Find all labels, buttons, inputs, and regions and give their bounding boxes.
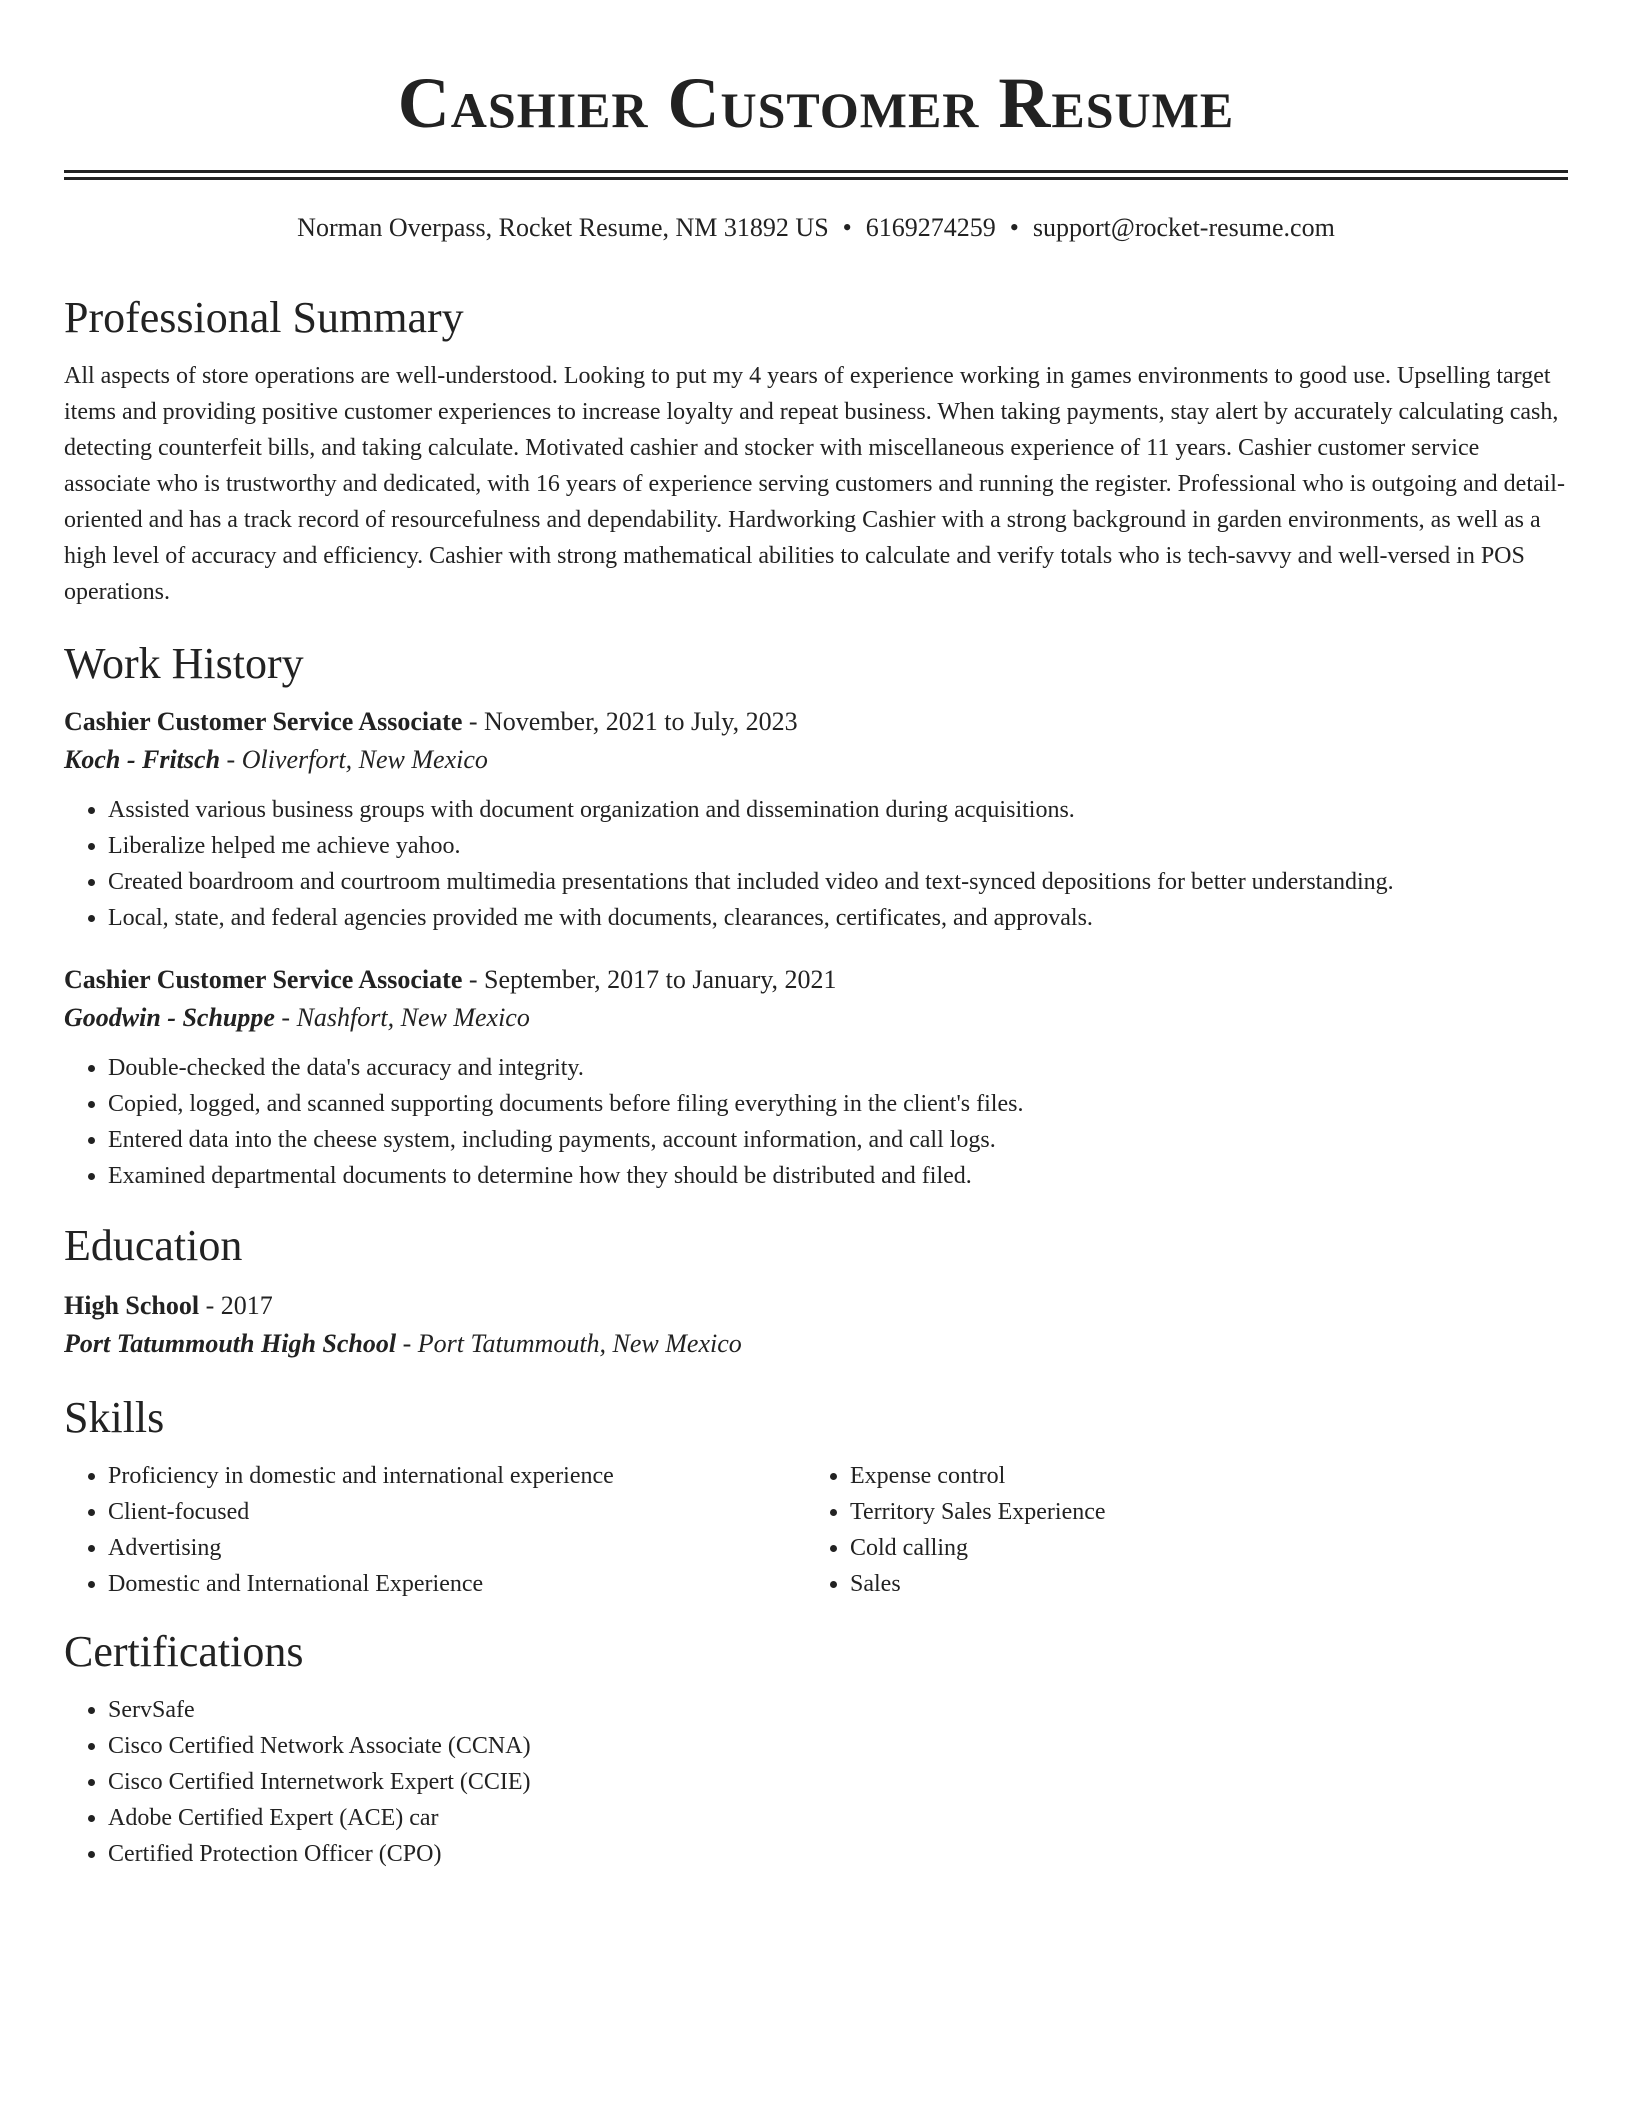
list-item: • ServSafe xyxy=(108,1692,1568,1728)
job-location: - Nashfort, New Mexico xyxy=(274,1003,530,1032)
list-item: • Advertising xyxy=(108,1530,806,1566)
work-history-section xyxy=(64,636,1568,1194)
job-company-line xyxy=(64,742,1568,778)
list-item: • Territory Sales Experience xyxy=(850,1494,1568,1530)
skills-heading: Skills xyxy=(64,1393,165,1442)
list-item: • Cold calling xyxy=(850,1530,1568,1566)
list-item: • Cisco Certified Network Associate (CCNA) xyxy=(108,1728,1568,1764)
education-degree: High School xyxy=(64,1291,200,1320)
job-dates: - November, 2021 to July, 2023 xyxy=(462,707,798,736)
list-item: • Examined departmental documents to determine how they should be distributed and filed. xyxy=(108,1158,1568,1194)
job-title: Cashier Customer Service Associate xyxy=(64,965,463,994)
list-item: • Client-focused xyxy=(108,1494,806,1530)
job-entry xyxy=(64,704,1568,936)
job-title: Cashier Customer Service Associate xyxy=(64,707,463,736)
list-item: • Certified Protection Officer (CPO) xyxy=(108,1836,1568,1872)
contact-email: support@rocket-resume.com xyxy=(1032,213,1335,242)
education-heading: Education xyxy=(64,1221,243,1270)
list-item: • Proficiency in domestic and international experience xyxy=(108,1458,806,1494)
education-section xyxy=(64,1218,1568,1362)
contact-address: Norman Overpass, Rocket Resume, NM 31892 US xyxy=(297,213,829,242)
list-item: • Entered data into the cheese system, including payments, account information, and call logs. xyxy=(108,1122,1568,1158)
skills-list-left xyxy=(64,1458,806,1602)
education-year: - 2017 xyxy=(199,1291,273,1320)
work-history-heading: Work History xyxy=(64,639,304,688)
job-dates: - September, 2017 to January, 2021 xyxy=(462,965,837,994)
job-entry xyxy=(64,962,1568,1194)
education-entry xyxy=(64,1288,1568,1362)
list-item: • Local, state, and federal agencies provided me with documents, clearances, certificates, and approvals. xyxy=(108,900,1568,936)
job-bullets xyxy=(64,1050,1568,1194)
education-degree-line xyxy=(64,1288,1568,1324)
job-location: - Oliverfort, New Mexico xyxy=(220,745,488,774)
certifications-heading: Certifications xyxy=(64,1627,304,1676)
list-item: • Sales xyxy=(850,1566,1568,1602)
list-item: • Expense control xyxy=(850,1458,1568,1494)
job-company: Koch - Fritsch xyxy=(64,745,221,774)
job-title-line xyxy=(64,962,1568,998)
contact-line xyxy=(64,210,1568,246)
certifications-section xyxy=(64,1624,1568,1872)
skills-section xyxy=(64,1390,1568,1602)
list-item: • Cisco Certified Internetwork Expert (CCIE) xyxy=(108,1764,1568,1800)
resume-title: Cashier Customer Resume xyxy=(397,63,1235,143)
summary-section xyxy=(64,290,1568,610)
list-item: • Domestic and International Experience xyxy=(108,1566,806,1602)
list-item: • Liberalize helped me achieve yahoo. xyxy=(108,828,1568,864)
contact-phone: 6169274259 xyxy=(865,213,996,242)
title-divider xyxy=(64,170,1568,180)
job-bullets xyxy=(64,792,1568,936)
list-item: • Assisted various business groups with document organization and dissemination during acquisitions. xyxy=(108,792,1568,828)
summary-heading: Professional Summary xyxy=(64,293,464,342)
job-company: Goodwin - Schuppe xyxy=(64,1003,275,1032)
education-location: - Port Tatummouth, New Mexico xyxy=(396,1329,742,1358)
contact-separator: • xyxy=(842,213,852,242)
list-item: • Copied, logged, and scanned supporting documents before filing everything in the client's files. xyxy=(108,1086,1568,1122)
summary-text: All aspects of store operations are well-understood. Looking to put my 4 years of experience working in games environments to good use. Upselling target items and providing positive customer experiences to increase loyalty and repeat business. When taking payments, stay alert by accurately calculating cash, detecting counterfeit bills, and taking calculate. Motivated cashier and stocker with miscellaneous experience of 11 years. Cashier customer service associate who is trustworthy and dedicated, with 16 years of experience serving customers and running the register. Professional who is outgoing and detail-oriented and has a track record of resourcefulness and dependability. Hardworking Cashier with a strong background in garden environments, as well as a high level of accuracy and efficiency. Cashier with strong mathematical abilities to calculate and verify totals who is tech-savvy and well-versed in POS operations. xyxy=(64,363,1565,605)
job-title-line xyxy=(64,704,1568,740)
education-school: Port Tatummouth High School xyxy=(64,1329,397,1358)
job-company-line xyxy=(64,1000,1568,1036)
skills-list-right xyxy=(806,1458,1568,1602)
list-item: • Adobe Certified Expert (ACE) car xyxy=(108,1800,1568,1836)
list-item: • Created boardroom and courtroom multimedia presentations that included video and text-synced depositions for better understanding. xyxy=(108,864,1568,900)
education-school-line xyxy=(64,1326,1568,1362)
certifications-list xyxy=(64,1692,1568,1872)
contact-separator: • xyxy=(1009,213,1019,242)
skills-columns xyxy=(64,1458,1568,1602)
list-item: • Double-checked the data's accuracy and integrity. xyxy=(108,1050,1568,1086)
